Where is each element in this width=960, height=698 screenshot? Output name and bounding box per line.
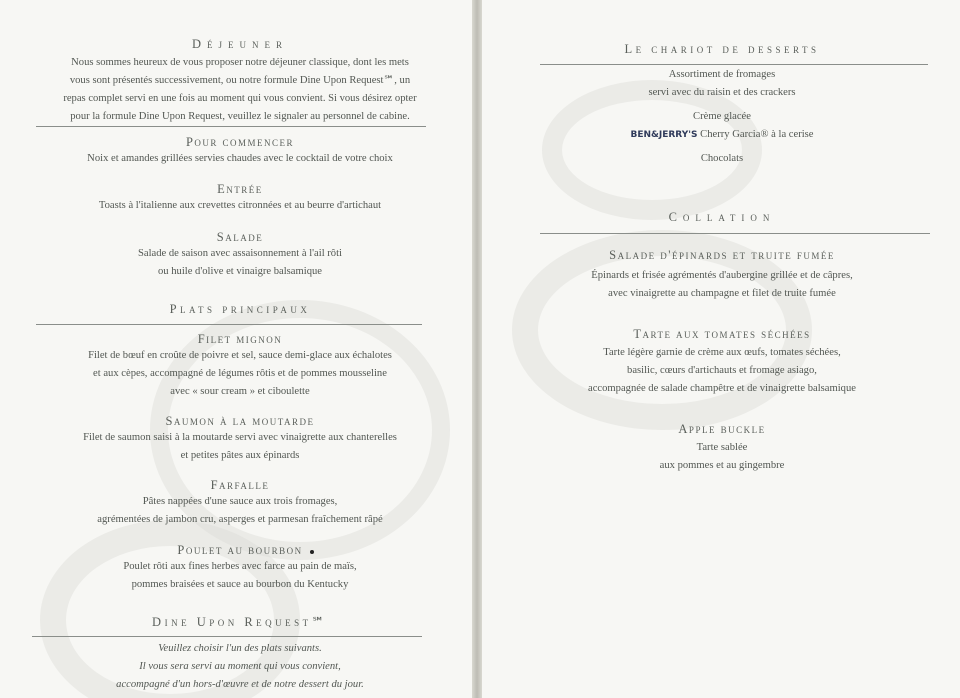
saumon-line: et petites pâtes aux épinards bbox=[180, 450, 300, 461]
tarte-tomates-item bbox=[492, 327, 952, 398]
dine-note-line: accompagné d'un hors-d'œuvre et de notre dessert du jour. bbox=[116, 679, 364, 690]
pour-commencer-line: Noix et amandes grillées servies chaudes avec le cocktail de votre choix bbox=[87, 153, 393, 164]
filet-mignon-line: et aux cèpes, accompagné de légumes rôtis et de pommes mousseline bbox=[93, 368, 387, 379]
chariot-line: servi avec du raisin et des crackers bbox=[648, 87, 796, 98]
saumon-title: Saumon à la moutarde bbox=[165, 414, 315, 428]
divider bbox=[540, 233, 930, 234]
filet-mignon-item bbox=[20, 332, 460, 401]
saumon-item bbox=[20, 414, 460, 465]
page-gutter bbox=[472, 0, 482, 698]
dine-note-line: Veuillez choisir l'un des plats suivants. bbox=[158, 643, 322, 654]
chariot-items bbox=[492, 66, 952, 168]
farfalle-line: Pâtes nappées d'une sauce aux trois fromages, bbox=[142, 496, 338, 507]
collation-header bbox=[492, 210, 952, 225]
chariot-icecream-line bbox=[492, 126, 952, 144]
salade-epinards-item bbox=[492, 248, 952, 303]
plats-principaux-header bbox=[20, 302, 460, 317]
dine-upon-request-note bbox=[20, 640, 460, 694]
divider bbox=[36, 126, 426, 127]
dine-note-line: Il vous sera servi au moment qui vous convient, bbox=[139, 661, 341, 672]
dejeuner-intro-line: repas complet servi en une fois au moment qui vous convient. Si vous désirez opter bbox=[63, 93, 417, 104]
farfalle-title: Farfalle bbox=[210, 478, 270, 492]
farfalle-item bbox=[20, 478, 460, 529]
divider bbox=[36, 324, 422, 325]
filet-mignon-title: Filet mignon bbox=[197, 332, 283, 346]
dejeuner-intro-line: vous sont présentés successivement, ou notre formule Dine Upon Request℠, un bbox=[69, 75, 411, 86]
apple-buckle-item bbox=[492, 422, 952, 475]
entree-line: Toasts à l'italienne aux crevettes citronnées et au beurre d'artichaut bbox=[98, 200, 382, 211]
poulet-line: pommes braisées et sauce au bourbon du Kentucky bbox=[131, 579, 349, 590]
ben-jerrys-logo: BEN&JERRY'S bbox=[630, 130, 698, 140]
tarte-tomates-line: accompagnée de salade champêtre et de vinaigrette balsamique bbox=[588, 383, 856, 394]
collation-title: Collation bbox=[668, 210, 776, 224]
filet-mignon-line: avec « sour cream » et ciboulette bbox=[170, 386, 310, 397]
entree-title: Entrée bbox=[217, 182, 263, 196]
poulet-line: Poulet rôti aux fines herbes avec farce au pain de maïs, bbox=[123, 561, 357, 572]
salade-epinards-line: Épinards et frisée agrémentés d'aubergine grillée et de câpres, bbox=[591, 270, 853, 281]
chariot-section bbox=[492, 42, 952, 57]
filet-mignon-line: Filet de bœuf en croûte de poivre et sel, sauce demi-glace aux échalotes bbox=[88, 350, 392, 361]
chariot-line: Assortiment de fromages bbox=[668, 69, 776, 80]
salade-line: ou huile d'olive et vinaigre balsamique bbox=[157, 266, 322, 277]
tarte-tomates-line: Tarte légère garnie de crème aux œufs, tomates séchées, bbox=[603, 347, 841, 358]
pour-commencer-section bbox=[20, 135, 460, 168]
salade-section bbox=[20, 230, 460, 281]
chariot-line: Chocolats bbox=[700, 153, 744, 164]
tarte-tomates-line: basilic, cœurs d'artichauts et fromage asiago, bbox=[627, 365, 817, 376]
dine-upon-request-header bbox=[20, 614, 460, 630]
apple-buckle-title: Apple buckle bbox=[678, 422, 766, 436]
dejeuner-section bbox=[20, 37, 460, 126]
left-page bbox=[0, 0, 472, 698]
dejeuner-intro-line: pour la formule Dine Upon Request, veuillez le signaler au personnel de cabine. bbox=[70, 111, 410, 122]
salade-epinards-title: Salade d'épinards et truite fumée bbox=[609, 248, 835, 262]
divider bbox=[32, 636, 422, 637]
apple-buckle-line: aux pommes et au gingembre bbox=[659, 460, 785, 471]
ink-dot bbox=[310, 550, 314, 554]
dejeuner-intro-line: Nous sommes heureux de vous proposer notre déjeuner classique, dont les mets bbox=[71, 57, 409, 68]
divider bbox=[540, 64, 928, 65]
poulet-item bbox=[20, 543, 460, 594]
dine-upon-request-title: Dine Upon Request℠ bbox=[152, 615, 328, 629]
pour-commencer-title: Pour commencer bbox=[185, 135, 295, 149]
apple-buckle-line: Tarte sablée bbox=[696, 442, 748, 453]
right-page bbox=[482, 0, 960, 698]
salade-line: Salade de saison avec assaisonnement à l'ail rôti bbox=[137, 248, 342, 259]
dejeuner-title: Déjeuner bbox=[191, 37, 289, 51]
salade-title: Salade bbox=[216, 230, 264, 244]
chariot-line: Cherry Garcia® à la cerise bbox=[700, 129, 814, 140]
chariot-line: Crème glacée bbox=[693, 111, 751, 122]
tarte-tomates-title: Tarte aux tomates séchées bbox=[633, 327, 811, 341]
salade-epinards-line: avec vinaigrette au champagne et filet de truite fumée bbox=[608, 288, 836, 299]
entree-section bbox=[20, 182, 460, 215]
saumon-line: Filet de saumon saisi à la moutarde servi avec vinaigrette aux chanterelles bbox=[83, 432, 397, 443]
chariot-title: Le chariot de desserts bbox=[624, 42, 820, 56]
poulet-title: Poulet au bourbon bbox=[177, 543, 303, 557]
plats-principaux-title: Plats principaux bbox=[169, 302, 311, 316]
farfalle-line: agrémentées de jambon cru, asperges et parmesan fraîchement râpé bbox=[97, 514, 383, 525]
